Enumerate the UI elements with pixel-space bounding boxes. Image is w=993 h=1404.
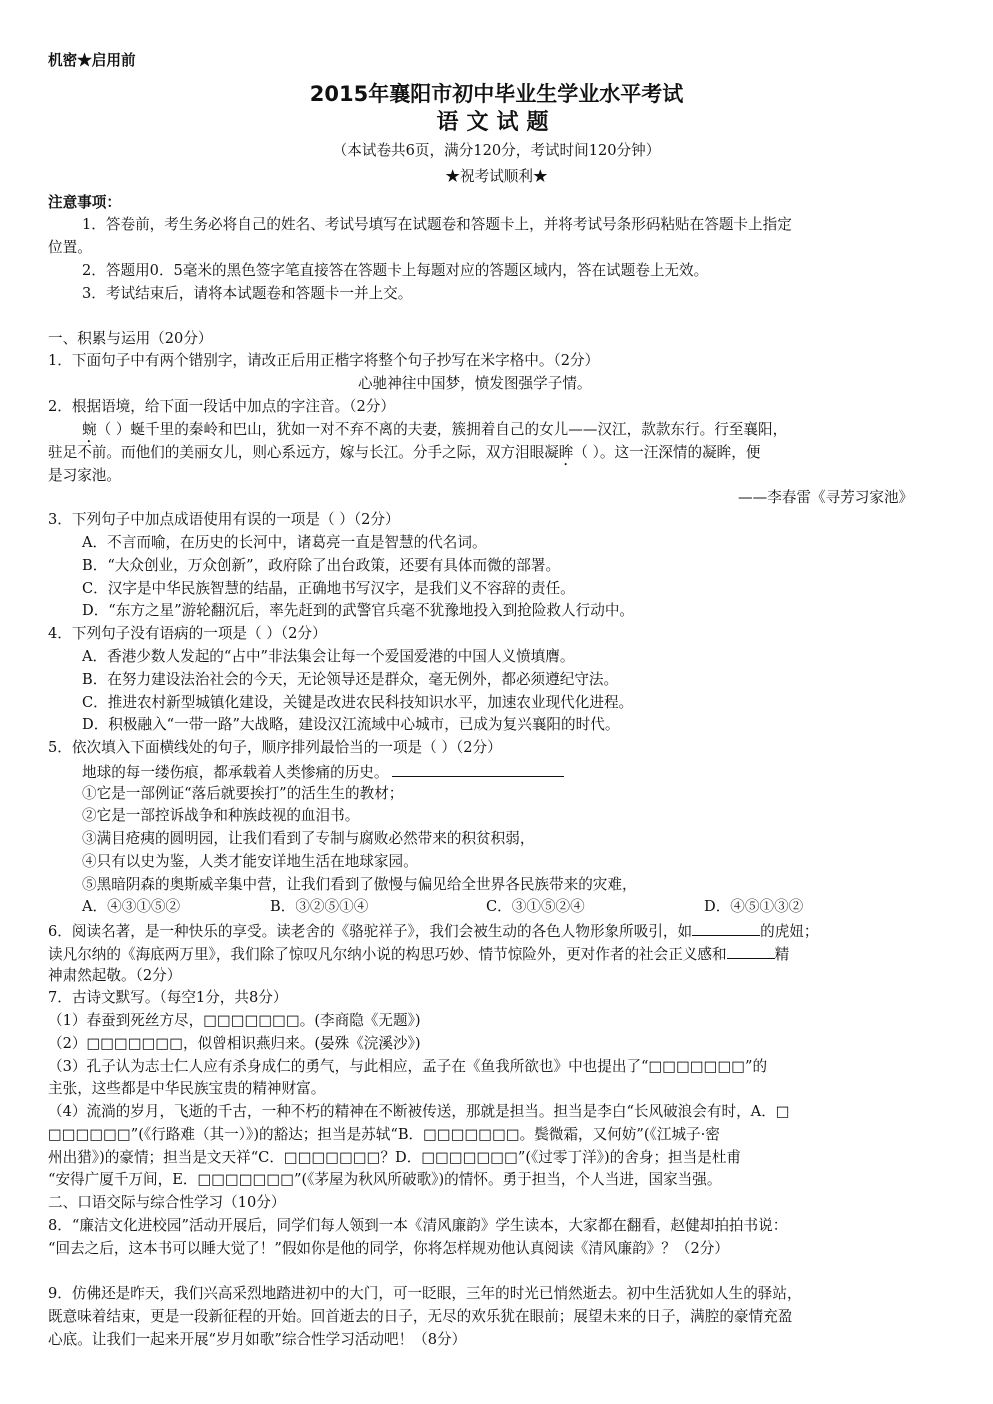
- q6-line-3: 神肃然起敬。（2分）: [48, 967, 182, 984]
- q4-option-c: C．推进农村新型城镇化建设，关键是改进农民科技知识水平，加速农业现代化进程。: [82, 694, 634, 711]
- q6-line-2: [48, 944, 789, 964]
- q2-passage-line-2: [48, 444, 760, 469]
- q2-source: ——李春雷《寻芳习家池》: [738, 489, 914, 506]
- q4-stem: 4．下列句子没有语病的一项是（ ）（2分）: [48, 625, 327, 642]
- q5-sentence-5: ⑤黑暗阴森的奥斯威辛集中营，让我们看到了傲慢与偏见给全世界各民族带来的灾难，: [82, 876, 637, 893]
- q7-item-4: （4）流淌的岁月，飞逝的千古，一种不朽的精神在不断被传送，那就是担当。担当是李白“长风破浪会有时，A．□: [48, 1103, 790, 1120]
- part1-heading: 一、积累与运用（20分）: [48, 330, 213, 347]
- q5-option-d: D．④⑤①③②: [704, 898, 804, 915]
- q2-passage-line-1: [82, 421, 787, 446]
- q9-line-1: 9．仿佛还是昨天，我们兴高采烈地踏进初中的大门，可一眨眼，三年的时光已悄然逝去。初中生活犹如人生的驿站，: [48, 1285, 802, 1302]
- q2-passage-text: （ ）。这一汪深情的凝眸，便: [573, 444, 761, 461]
- q5-lead-text: 地球的每一缕伤痕，都承载着人类惨痛的历史。: [82, 764, 389, 781]
- q2-stem: 2．根据语境，给下面一段话中加点的字注音。（2分）: [48, 398, 395, 415]
- q5-lead: [82, 762, 564, 782]
- notice-item-3: 3．考试结束后，请将本试题卷和答题卡一并上交。: [82, 285, 413, 302]
- answer-blank: [392, 762, 564, 777]
- q8-line-2: “回去之后，这本书可以睡大觉了！”假如你是他的同学，你将怎样规劝他认真阅读《清风廉韵》？（2分）: [48, 1240, 729, 1257]
- q5-stem: 5．依次填入下面横线处的句子，顺序排列最恰当的一项是（ ）（2分）: [48, 739, 502, 756]
- q6-text: 的虎妞；: [760, 923, 819, 940]
- dotted-char: 眸: [558, 444, 574, 461]
- notice-item-1-cont: 位置。: [48, 239, 92, 256]
- q7-item-2: （2）□□□□□□□，似曾相识燕归来。(晏殊《浣溪沙》): [48, 1035, 421, 1052]
- q3-option-b: B．“大众创业，万众创新”，政府除了出台政策，还要有具体而微的部署。: [82, 557, 561, 574]
- answer-blank: [727, 944, 775, 959]
- exam-title: 2015年襄阳市初中毕业生学业水平考试: [309, 82, 684, 106]
- q9-line-2: 既意味着结束，更是一段新征程的开始。回首逝去的日子，无尽的欢乐犹在眼前；展望未来的日子，满腔的豪情充盈: [48, 1308, 793, 1325]
- q5-sentence-1: ①它是一部例证“落后就要挨打”的活生生的教材；: [82, 785, 404, 802]
- q7-stem: 7．古诗文默写。（每空1分，共8分）: [48, 989, 288, 1006]
- q9-line-3: 心底。让我们一起来开展“岁月如歌”综合性学习活动吧！（8分）: [48, 1331, 467, 1348]
- q5-sentence-4: ④只有以史为鉴，人类才能安详地生活在地球家园。: [82, 853, 418, 870]
- q4-option-a: A．香港少数人发起的“占中”非法集会让每一个爱国爱港的中国人义愤填膺。: [82, 648, 575, 665]
- q7-item-4-cont-2: 州出猎》)的豪情；担当是文天祥“C．□□□□□□□？D．□□□□□□□”(《过零丁洋》)的舍身；担当是杜甫: [48, 1149, 742, 1166]
- q2-passage-text: （ ）蜒千里的秦岭和巴山，犹如一对不弃不离的夫妻，簇拥着自己的女儿——汉江，款款东行。行至襄阳，: [96, 421, 788, 438]
- q7-item-1: （1）春蚕到死丝方尽，□□□□□□□。(李商隐《无题》): [48, 1012, 421, 1029]
- q5-sentence-2: ②它是一部控诉战争和种族歧视的血泪书。: [82, 807, 360, 824]
- q7-item-4-cont-3: “安得广厦千万间，E．□□□□□□□”(《茅屋为秋风所破歌》)的情怀。勇于担当，个人当进，国家当强。: [48, 1171, 722, 1188]
- q2-passage-line-3: 是习家池。: [48, 467, 121, 484]
- part2-heading: 二、口语交际与综合性学习（10分）: [48, 1194, 286, 1211]
- q4-option-d: D．积极融入“一带一路”大战略，建设汉江流域中心城市，已成为复兴襄阳的时代。: [82, 716, 620, 733]
- notice-heading: 注意事项：: [48, 194, 121, 211]
- q7-item-4-cont-1: □□□□□□”(《行路难（其一）》)的豁达；担当是苏轼“B．□□□□□□□。鬓微霜，又何妨”(《江城子·密: [48, 1126, 720, 1143]
- answer-blank: [692, 921, 760, 936]
- dotted-char: 蜿: [82, 421, 97, 438]
- q3-option-c: C．汉字是中华民族智慧的结晶，正确地书写汉字，是我们义不容辞的责任。: [82, 580, 575, 597]
- exam-wish: ★祝考试顺利★: [445, 168, 548, 185]
- q8-line-1: 8．“廉洁文化进校园”活动开展后，同学们每人领到一本《清风廉韵》学生读本，大家都在翻看，赵健却拍拍书说：: [48, 1217, 788, 1234]
- q5-sentence-3: ③满目疮痍的圆明园，让我们看到了专制与腐败必然带来的积贫积弱，: [82, 830, 535, 847]
- q3-option-a: A．不言而喻，在历史的长河中，诸葛亮一直是智慧的代名词。: [82, 534, 487, 551]
- notice-item-2: 2．答题用0．5毫米的黑色签字笔直接答在答题卡上每题对应的答题区域内，答在试题卷上无效。: [82, 262, 709, 279]
- q7-item-3: （3）孔子认为志士仁人应有杀身成仁的勇气，与此相应，孟子在《鱼我所欲也》中也提出了“□□□□□□□”的: [48, 1058, 768, 1075]
- q4-option-b: B．在努力建设法治社会的今天，无论领导还是群众，毫无例外，都必须遵纪守法。: [82, 671, 619, 688]
- q1-stem: 1．下面句子中有两个错别字，请改正后用正楷字将整个句子抄写在米字格中。（2分）: [48, 352, 600, 369]
- q3-option-d: D．“东方之星”游轮翻沉后，率先赶到的武警官兵毫不犹豫地投入到抢险救人行动中。: [82, 602, 635, 619]
- q2-passage-text: 驻足不前。而他们的美丽女儿，则心系远方，嫁与长江。分手之际，双方泪眼凝: [48, 444, 559, 461]
- q6-text: 精: [774, 946, 790, 963]
- q5-option-a: A．④③①⑤②: [82, 898, 181, 915]
- q6-text: 6．阅读名著，是一种快乐的享受。读老舍的《骆驼祥子》，我们会被生动的各色人物形象所吸引，如: [48, 923, 693, 940]
- q1-sentence: 心驰神往中国梦，愤发图强学子情。: [358, 375, 592, 392]
- notice-item-1: 1．答卷前，考生务必将自己的姓名、考试号填写在试题卷和答题卡上，并将考试号条形码粘贴在答题卡上指定: [82, 216, 792, 233]
- q6-line-1: [48, 921, 819, 941]
- q5-option-b: B．③②⑤①④: [270, 898, 369, 915]
- secret-label: 机密★启用前: [48, 52, 136, 69]
- q7-item-3-cont: 主张，这些都是中华民族宝贵的精神财富。: [48, 1080, 326, 1097]
- q6-text: 读凡尔纳的《海底两万里》，我们除了惊叹凡尔纳小说的构思巧妙、情节惊险外，更对作者的社会正义感和: [48, 946, 727, 963]
- subject-title: 语文试题: [436, 110, 557, 135]
- exam-info: （本试卷共6页，满分120分，考试时间120分钟）: [332, 142, 661, 159]
- q5-option-c: C．③①⑤②④: [486, 898, 585, 915]
- q3-stem: 3．下列句子中加点成语使用有误的一项是（ ）（2分）: [48, 511, 400, 528]
